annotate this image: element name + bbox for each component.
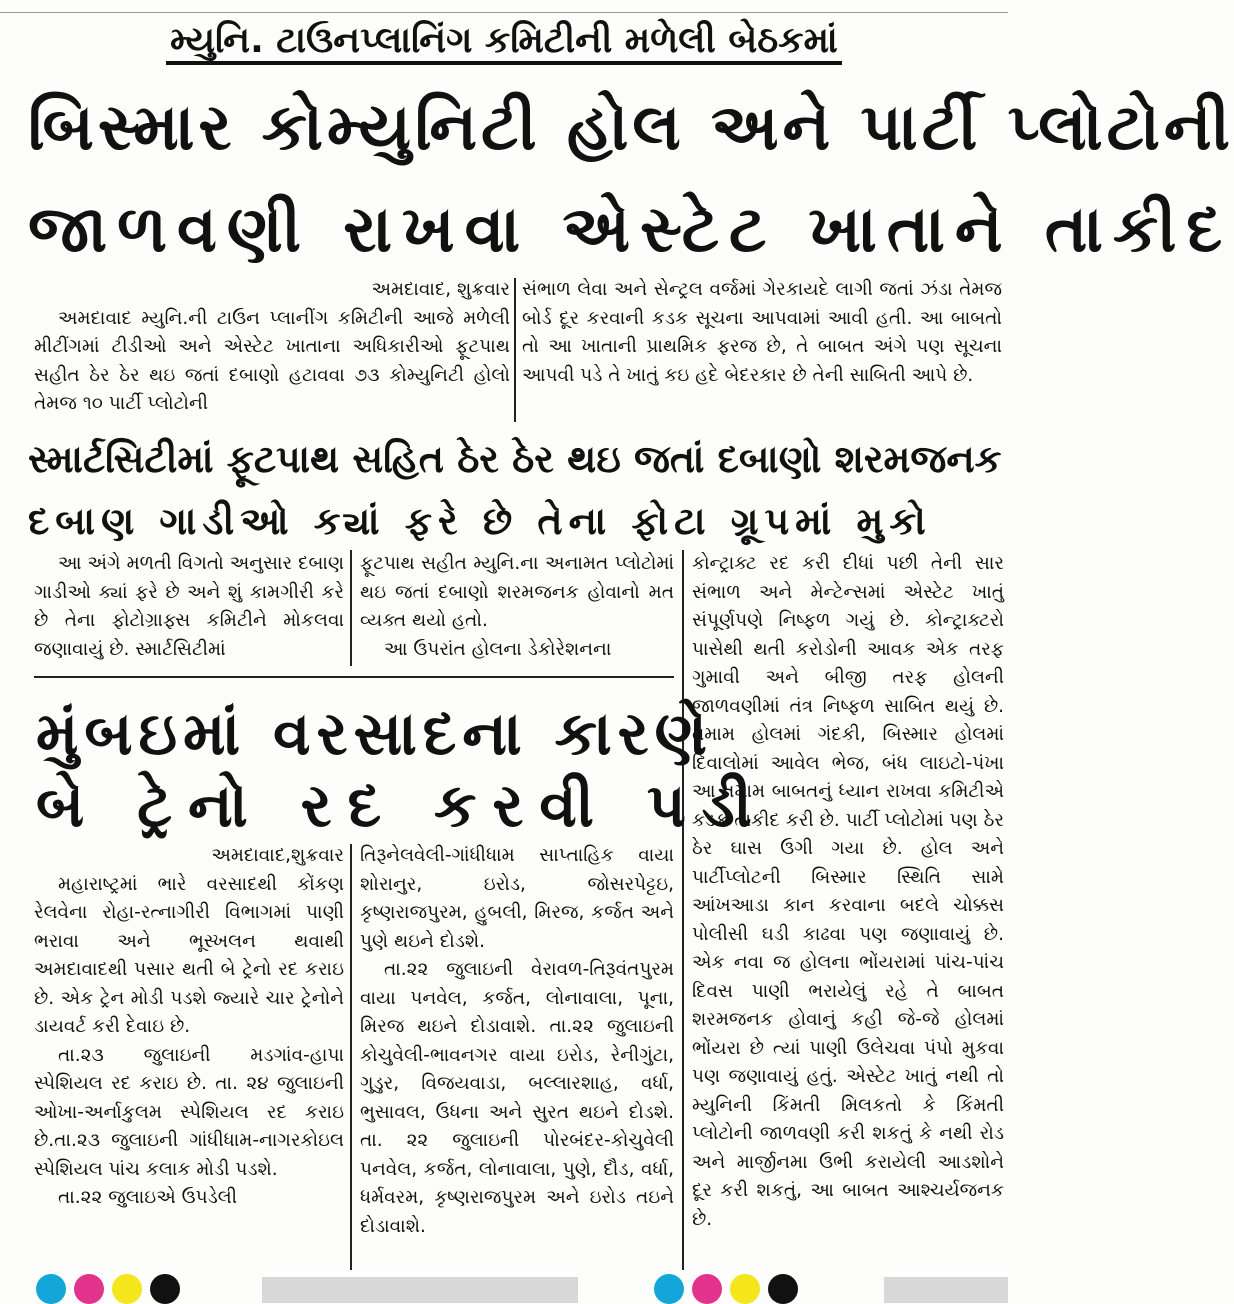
story2-divider-2 — [682, 550, 684, 1270]
story1-col2 — [522, 276, 1002, 424]
grey-print-bar-right — [884, 1277, 1008, 1303]
mumbai-dateline: અમદાવાદ,શુક્રવાર — [211, 845, 344, 866]
mumbai-headline-line1: મુંબઇમાં વરસાદના કારણે — [36, 699, 713, 769]
magenta-registration-dot — [74, 1274, 104, 1304]
cyan-registration-dot-2 — [654, 1274, 684, 1304]
story2-col2 — [360, 550, 674, 668]
mumbai-col2-text-b: તા.૨૨ જુલાઇની વેરાવળ-તિરૂવંતપુરમ વાયા પનવેલ, કર્જત, લોનાવાલા, પૂના, મિરજ થઇને દોડાવાશે. તા.૨૨ જુલાઇની કોચુવેલી-ભાવનગર વાયા ઇરોડ, રેનીગુંટા, ગુડુર, વિજયવાડા, બલ્લારશાહ, વર્ધા, ભુસાવલ, ઉધના અને સુરત થઇને દોડશે. તા. ૨૨ જુલાઇની પોરબંદર-કોચુવેલી પનવેલ, કર્જત, લોનાવાલા, પુણે, દૌડ, વર્ધા, ધર્મવરમ, કૃષ્ણરાજપુરમ અને ઇરોડ તઇને દોડાવાશે. — [360, 959, 674, 1237]
kicker-text: મ્યુનિ. ટાઉનપ્લાનિંગ કમિટીની મળેલી બેઠકમાં — [166, 20, 842, 65]
subhead-1: સ્માર્ટસિટીમાં ફૂટપાથ સહિત ઠેર ઠેર થઇ જતાં દબાણો શરમજનક — [28, 437, 1002, 481]
story1-dateline: અમદાવાદ, શુક્રવાર — [371, 279, 510, 300]
black-registration-dot-2 — [768, 1274, 798, 1304]
mumbai-col1-text-b: તા.૨૩ જુલાઇની મડગાંવ-હાપા સ્પેશિયલ રદ કરાઇ છે. તા. ૨૪ જુલાઇની ઓખા-અર્નાકુલમ સ્પેશિયલ રદ કરાઇ છે.તા.૨૩ જુલાઇની ગાંધીધામ-નાગરકોઇલ સ્પેશિયલ પાંચ કલાક મોડી પડશે. — [34, 1044, 344, 1180]
mumbai-col1-text-a: મહારાષ્ટ્રમાં ભારે વરસાદથી કોંકણ રેલવેના રોહા-રત્નાગીરી વિભાગમાં પાણી ભરાવા અને ભૂસ્ખલન થવાથી અમદાવાદથી પસાર થતી બે ટ્રેનો રદ કરાઇ છે. એક ટ્રેન મોડી પડશે જ્યારે ચાર ટ્રેનોને ડાયવર્ટ કરી દેવાઇ છે. — [34, 873, 344, 1037]
story2-col3 — [692, 550, 1004, 1272]
story2-divider-1 — [350, 550, 352, 666]
kicker-headline — [0, 18, 1008, 64]
yellow-registration-dot-2 — [730, 1274, 760, 1304]
cyan-registration-dot — [36, 1274, 66, 1304]
story1-divider — [514, 278, 516, 422]
story2-col2-text-a: ફૂટપાથ સહીત મ્યુનિ.ના અનામત પ્લોટોમાં થઇ જતાં દબાણો શરમજનક હોવાનો મત વ્યક્ત થયો હતો. — [360, 553, 674, 631]
story2-col1 — [34, 550, 344, 668]
main-headline-line1: બિસ્માર કોમ્યુનિટી હોલ અને પાર્ટી પ્લોટોની — [28, 91, 1234, 165]
mumbai-headline-line2: બે ટ્રેનો રદ કરવી પડી — [36, 771, 768, 841]
story1-col2-text: સંભાળ લેવા અને સેન્ટ્રલ વર્જમાં ગેરકાયદે લાગી જતાં ઝંડા તેમજ બોર્ડ દૂર કરવાની કડક સૂચના આપવામાં આવી હતી. આ બાબતો તો આ ખાતાની પ્રાથમિક ફરજ છે, તે બાબત અંગે પણ સૂચના આપવી પડે તે ખાતું કઇ હદે બેદરકાર છે તેની સાબિતી આપે છે. — [522, 279, 1002, 386]
subhead-2: દબાણ ગાડીઓ ક્યાં ફરે છે તેના ફોટા ગ્રૂપમાં મુકો — [28, 499, 932, 543]
mumbai-col2 — [360, 842, 674, 1272]
grey-print-bar-left — [262, 1277, 578, 1303]
story1-col1 — [34, 276, 510, 424]
main-headline-line2: જાળવણી રાખવા એસ્ટેટ ખાતાને તાકીદ — [28, 193, 1233, 267]
story1-col1-text: અમદાવાદ મ્યુનિ.ની ટાઉન પ્લાનીંગ કમિટીની આજે મળેલી મીટીંગમાં ટીડીઓ અને એસ્ટેટ ખાતાના અધિકારીઓ ફૂટપાથ સહીત ઠેર ઠેર થઇ જતાં દબાણો હટાવવા ૭૩ કોમ્યુનિટી હોલો તેમજ ૧૦ પાર્ટી પ્લોટોની — [34, 307, 510, 414]
top-cropped-strip — [0, 0, 1008, 13]
story2-col3-text: કોન્ટ્રાક્ટ રદ કરી દીધાં પછી તેની સાર સંભાળ અને મેન્ટેન્સમાં એસ્ટેટ ખાતું સંપૂર્ણપણે નિષ્ફળ ગયું છે. કોન્ટ્રાક્ટરો પાસેથી થતી કરોડોની આવક એક તરફ ગુમાવી અને બીજી તરફ હોલની જાળવણીમાં તંત્ર નિષ્ફળ સાબિત થયું છે. તમામ હોલમાં ગંદકી, બિસ્માર હોલમાં દિવાલોમાં આવેલ ભેજ, બંધ લાઇટો-પંખા આ તમામ બાબતનું ધ્યાન રાખવા કમિટીએ કડક તાકીદ કરી છે. પાર્ટી પ્લોટોમાં પણ ઠેર ઠેર ઘાસ ઉગી ગયા છે. હોલ અને પાર્ટીપ્લોટની બિસ્માર સ્થિતિ સામે આંખઆડા કાન કરવાના બદલે ચોક્કસ પોલીસી ઘડી કાઢવા પણ જણાવાયું છે. એક નવા જ હોલના ભોંયરામાં પાંચ-પાંચ દિવસ પાણી ભરાયેલું રહે તે બાબત શરમજનક હોવાનું કહી જે-જે હોલમાં ભોંયરા છે ત્યાં પાણી ઉલેચવા પંપો મુકવા પણ જણાવાયું હતું. એસ્ટેટ ખાતું નથી તો મ્યુનિની કિંમતી મિલકતો કે કિંમતી પ્લોટોની જાળવણી કરી શકતું કે નથી રોડ અને માર્જીનમા ઉભી કરાયેલી આડશોને દૂર કરી શકતું, આ બાબત આશ્ચર્યજનક છે. — [692, 553, 1004, 1230]
mumbai-top-rule — [34, 676, 674, 678]
mumbai-divider — [350, 844, 352, 1270]
black-registration-dot — [150, 1274, 180, 1304]
magenta-registration-dot-2 — [692, 1274, 722, 1304]
story2-col1-text: આ અંગે મળતી વિગતો અનુસાર દબાણ ગાડીઓ ક્યાં ફરે છે અને શું કામગીરી કરે છે તેના ફોટોગ્રાફ્સ કમિટીને મોકલવા જણાવાયું છે. સ્માર્ટસિટીમાં — [34, 553, 344, 660]
mumbai-col1 — [34, 842, 344, 1272]
story2-col2-text-b: આ ઉપરાંત હોલના ડેકોરેશનના — [384, 638, 612, 660]
mumbai-col2-text-a: તિરૂનેલવેલી-ગાંધીધામ સાપ્તાહિક વાયા શોરાનુર, ઇરોડ, જોસરપેટ્ટઇ, કૃષ્ણરાજપુરમ, હુબલી, મિરજ, કર્જત અને પુણે થઇને દોડશે. — [360, 845, 674, 952]
mumbai-col1-text-c: તા.૨૨ જુલાઇએ ઉપડેલી — [58, 1187, 238, 1208]
yellow-registration-dot — [112, 1274, 142, 1304]
